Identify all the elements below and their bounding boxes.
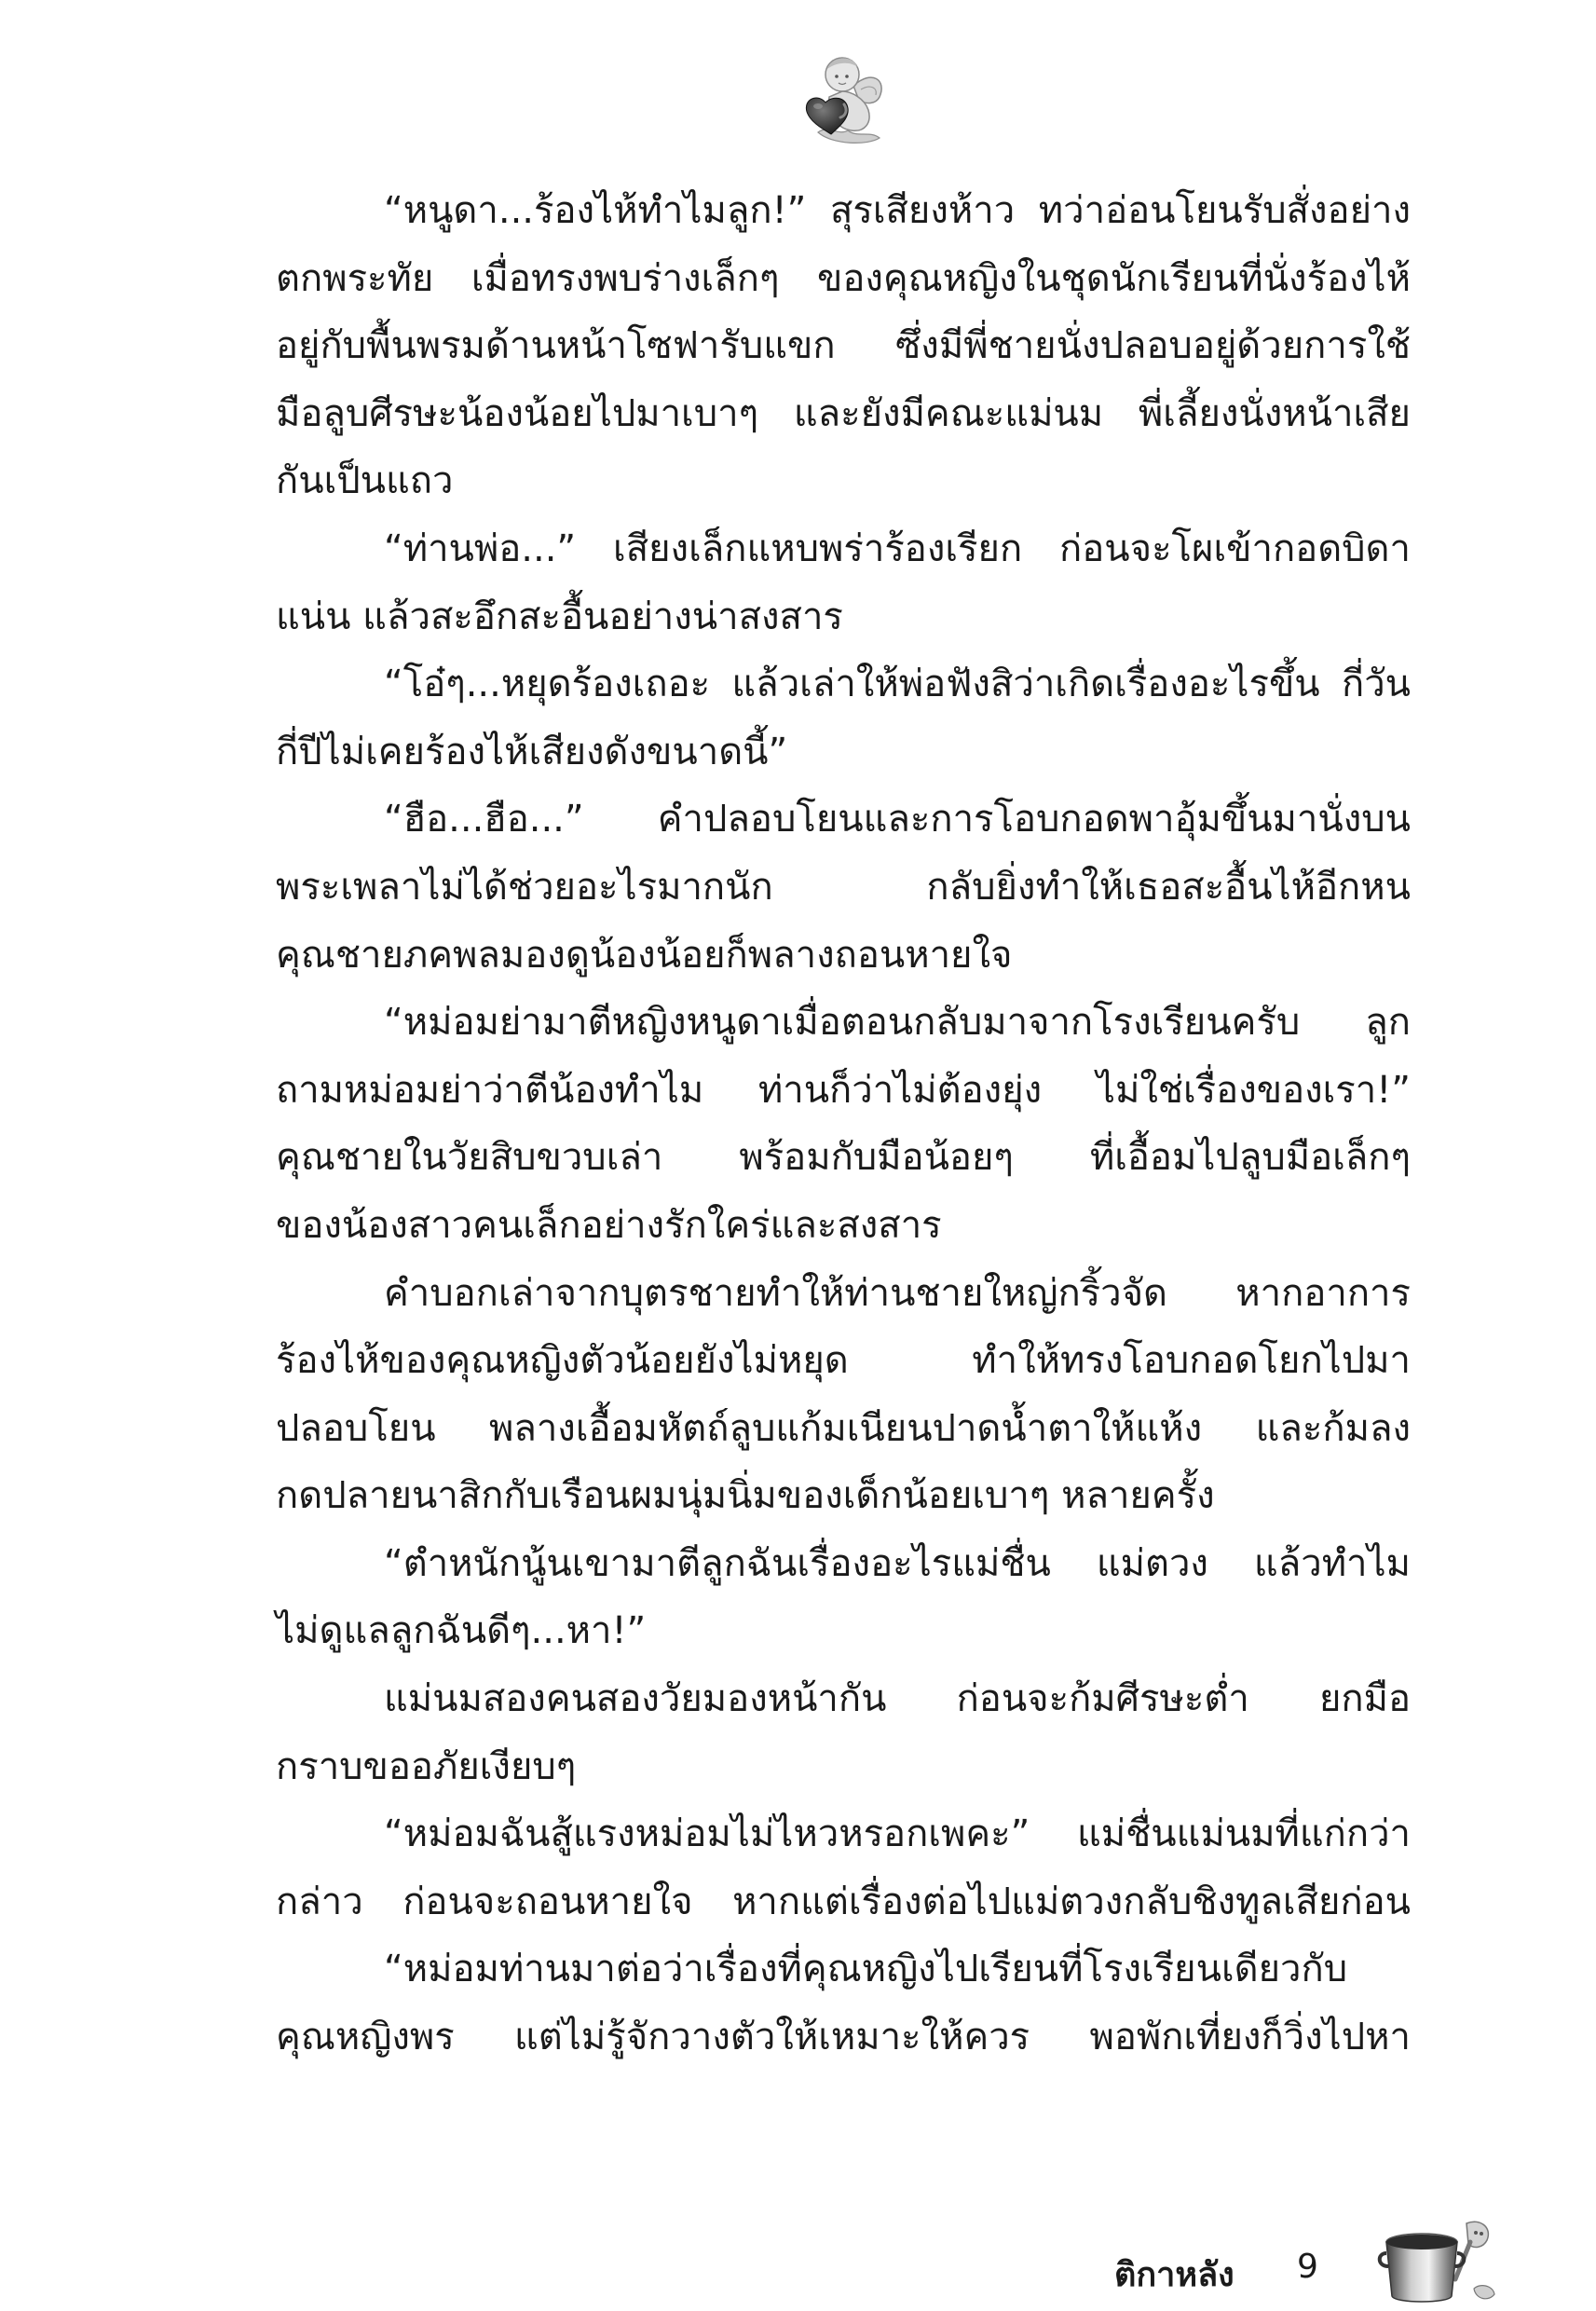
text-line: คุณชายในวัยสิบขวบเล่า พร้อมกับมือน้อยๆ ที่เอื้อมไปลูบมือเล็กๆ (276, 1136, 1411, 1180)
page-footer (0, 2236, 1596, 2311)
text-line: “หนูดา...ร้องไห้ทำไมลูก!” สุรเสียงห้าว ทว่าอ่อนโยนรับสั่งอย่าง (384, 189, 1411, 232)
text-line: คุณหญิงพร แต่ไม่รู้จักวางตัวให้เหมาะให้ควร พอพักเที่ยงก็วิ่งไปหา (276, 2016, 1411, 2059)
text-line: พระเพลาไม่ได้ช่วยอะไรมากนัก กลับยิ่งทำให้เธอสะอื้นไห้อีกหน (276, 865, 1411, 909)
text-line: ปลอบโยน พลางเอื้อมหัตถ์ลูบแก้มเนียนปาดน้ำตาให้แห้ง และก้มลง (276, 1406, 1411, 1450)
text-line: แม่นมสองคนสองวัยมองหน้ากัน ก่อนจะก้มศีรษะต่ำ ยกมือ (384, 1677, 1411, 1721)
text-line: กราบขออภัยเงียบๆ (276, 1744, 577, 1788)
text-line: กล่าว ก่อนจะถอนหายใจ หากแต่เรื่องต่อไปแม่ตวงกลับชิงทูลเสียก่อน (276, 1880, 1411, 1923)
text-line: “ท่านพ่อ...” เสียงเล็กแหบพร่าร้องเรียก ก่อนจะโผเข้ากอดบิดา (384, 526, 1411, 570)
text-line: ถามหม่อมย่าว่าตีน้องทำไม ท่านก็ว่าไม่ต้องยุ่ง ไม่ใช่เรื่องของเรา!” (276, 1068, 1411, 1112)
text-line: คำบอกเล่าจากบุตรชายทำให้ท่านชายใหญ่กริ้วจัด หากอาการ (384, 1271, 1411, 1315)
text-line: “หม่อมฉันสู้แรงหม่อมไม่ไหวหรอกเพคะ” แม่ชื่นแม่นมที่แก่กว่า (384, 1812, 1411, 1856)
text-line: กี่ปีไม่เคยร้องไห้เสียงดังขนาดนี้” (276, 730, 788, 773)
text-line: “หม่อมย่ามาตีหญิงหนูดาเมื่อตอนกลับมาจากโรงเรียนครับ ลูก (384, 1001, 1411, 1045)
cooking-pot-icon (1377, 2214, 1507, 2307)
running-title: ติกาหลัง (1114, 2256, 1235, 2294)
text-line: กดปลายนาสิกกับเรือนผมนุ่มนิ่มของเด็กน้อยเบาๆ หลายครั้ง (276, 1474, 1215, 1518)
text-line: คุณชายภคพลมองดูน้องน้อยก็พลางถอนหายใจ (276, 933, 1013, 977)
text-line: อยู่กับพื้นพรมด้านหน้าโซฟารับแขก ซึ่งมีพี่ชายนั่งปลอบอยู่ด้วยการใช้ (276, 324, 1411, 368)
text-line: กันเป็นแถว (276, 459, 454, 503)
text-line: ไม่ดูแลลูกฉันดีๆ...หา!” (276, 1609, 647, 1653)
cherub-with-heart-icon (790, 48, 893, 151)
text-line: มือลูบศีรษะน้องน้อยไปมาเบาๆ และยังมีคณะแม่นม พี่เลี้ยงนั่งหน้าเสีย (276, 391, 1411, 435)
page-number: 9 (1297, 2248, 1318, 2286)
text-line: แน่น แล้วสะอึกสะอื้นอย่างน่าสงสาร (276, 595, 843, 638)
text-line: “ฮือ...ฮือ...” คำปลอบโยนและการโอบกอดพาอุ้มขึ้นมานั่งบน (384, 798, 1411, 841)
text-line: ร้องไห้ของคุณหญิงตัวน้อยยังไม่หยุด ทำให้ทรงโอบกอดโยกไปมา (276, 1339, 1411, 1383)
text-line: “ตำหนักนู้นเขามาตีลูกฉันเรื่องอะไรแม่ชื่น แม่ตวง แล้วทำไม (384, 1541, 1411, 1585)
text-line: ของน้องสาวคนเล็กอย่างรักใคร่และสงสาร (276, 1203, 942, 1247)
text-line: “โอ๋ๆ...หยุดร้องเถอะ แล้วเล่าให้พ่อฟังสิว่าเกิดเรื่องอะไรขึ้น กี่วัน (384, 663, 1411, 706)
text-line: “หม่อมท่านมาต่อว่าเรื่องที่คุณหญิงไปเรียนที่โรงเรียนเดียวกับ (384, 1948, 1348, 1991)
story-text (276, 177, 1411, 2072)
text-line: ตกพระทัย เมื่อทรงพบร่างเล็กๆ ของคุณหญิงในชุดนักเรียนที่นั่งร้องไห้ (276, 256, 1411, 300)
